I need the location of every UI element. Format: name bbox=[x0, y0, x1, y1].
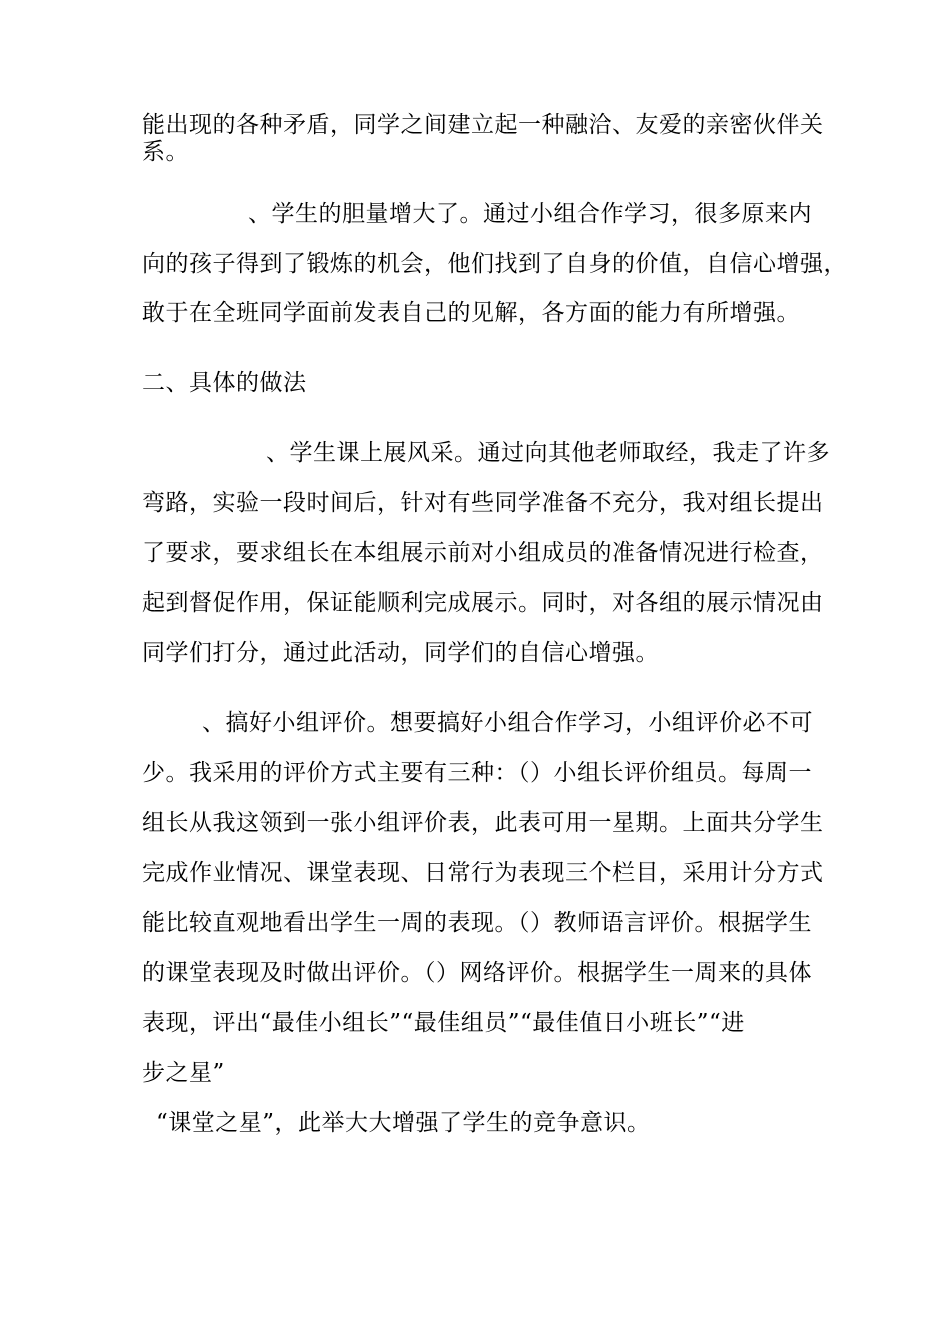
text-line: 了要求，要求组长在本组展示前对小组成员的准备情况进行检查， bbox=[142, 540, 824, 566]
text-line: 、搞好小组评价。想要搞好小组合作学习，小组评价必不可 bbox=[202, 710, 813, 736]
text-line: 同学们打分，通过此活动，同学们的自信心增强。 bbox=[142, 640, 659, 666]
text-line: 能出现的各种矛盾，同学之间建立起一种融洽、友爱的亲密伙伴关 bbox=[142, 112, 824, 138]
text-line: 敢于在全班同学面前发表自己的见解，各方面的能力有所增强。 bbox=[142, 300, 800, 326]
section-heading: 二、具体的做法 bbox=[142, 370, 307, 396]
text-line: 表现，评出“最佳小组长”“最佳组员”“最佳值日小班长”“进 bbox=[142, 1010, 745, 1036]
text-line: 完成作业情况、课堂表现、日常行为表现三个栏目，采用计分方式 bbox=[142, 860, 824, 886]
text-line: 弯路，实验一段时间后，针对有些同学准备不充分，我对组长提出 bbox=[142, 490, 824, 516]
text-line: 、学生课上展风采。通过向其他老师取经，我走了许多 bbox=[266, 440, 830, 466]
text-line: 组长从我这领到一张小组评价表，此表可用一星期。上面共分学生 bbox=[142, 810, 824, 836]
text-line: 系。 bbox=[142, 139, 189, 165]
text-line: 起到督促作用，保证能顺利完成展示。同时，对各组的展示情况由 bbox=[142, 590, 824, 616]
text-line: 、学生的胆量增大了。通过小组合作学习，很多原来内 bbox=[248, 201, 812, 227]
text-line: 向的孩子得到了锻炼的机会，他们找到了自身的价值，自信心增强， bbox=[142, 251, 847, 277]
text-line: 能比较直观地看出学生一周的表现。（）教师语言评价。根据学生 bbox=[142, 910, 812, 936]
text-line: 少。我采用的评价方式主要有三种：（）小组长评价组员。每周一 bbox=[142, 760, 812, 786]
text-line: “课堂之星”，此举大大增强了学生的竞争意识。 bbox=[156, 1110, 651, 1136]
text-line: 步之星” bbox=[142, 1060, 225, 1086]
text-line: 的课堂表现及时做出评价。（）网络评价。根据学生一周来的具体 bbox=[142, 960, 812, 986]
